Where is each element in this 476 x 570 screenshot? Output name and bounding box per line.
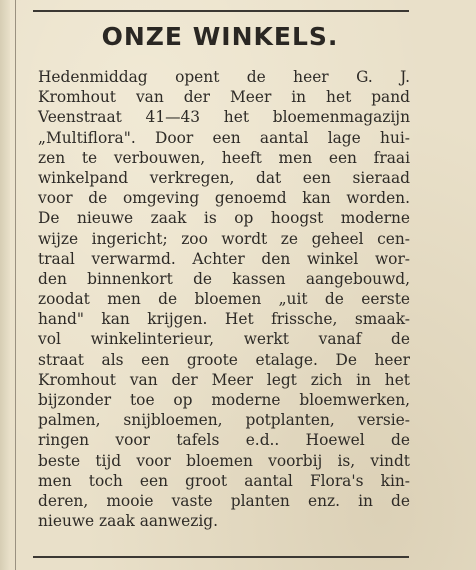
article-line: hand" kan krijgen. Het frissche, smaak- <box>38 310 410 329</box>
article-line: deren, mooie vaste planten enz. in de <box>38 491 410 510</box>
article-line: ringen voor tafels e.d.. Hoewel de <box>38 431 410 450</box>
article-headline: ONZE WINKELS. <box>101 22 339 51</box>
bottom-rule <box>33 556 409 558</box>
article-line: den binnenkort de kassen aangebouwd, <box>38 269 410 288</box>
article-line: Hedenmiddag opent de heer G. J. <box>38 68 410 86</box>
column-divider <box>15 0 16 570</box>
article-line: vol winkelinterieur, werkt vanaf de <box>38 330 410 349</box>
article-body <box>38 67 410 531</box>
article-line: Kromhout van der Meer in het pand <box>38 88 410 107</box>
article-line: traal verwarmd. Achter den winkel wor- <box>38 249 410 268</box>
article-line: Veenstraat 41—43 het bloemenmagazijn <box>38 108 410 127</box>
article-line: nieuwe zaak aanwezig. <box>38 512 219 531</box>
page-edge-shadow <box>0 0 10 570</box>
article-line: zen te verbouwen, heeft men een fraai <box>38 148 410 167</box>
article-line: Kromhout van der Meer legt zich in het <box>38 370 410 389</box>
article-line: wijze ingericht; zoo wordt ze geheel cen- <box>38 229 410 248</box>
article-line: bijzonder toe op moderne bloemwerken, <box>38 391 410 409</box>
article-line: zoodat men de bloemen „uit de eerste <box>38 290 410 309</box>
article-line: beste tijd voor bloemen voorbij is, vindt <box>38 451 410 470</box>
article-line: winkelpand verkregen, dat een sieraad <box>38 168 410 187</box>
top-rule <box>33 10 409 12</box>
article-line: De nieuwe zaak is op hoogst moderne <box>38 209 410 228</box>
article-line: palmen, snijbloemen, potplanten, versie- <box>38 411 410 430</box>
article-line: voor de omgeving genoemd kan worden. <box>38 189 410 208</box>
article-line: straat als een groote etalage. De heer <box>38 350 410 369</box>
article-line: „Multiflora". Door een aantal lage hui- <box>38 128 410 147</box>
article-line: men toch een groot aantal Flora's kin- <box>38 471 410 490</box>
